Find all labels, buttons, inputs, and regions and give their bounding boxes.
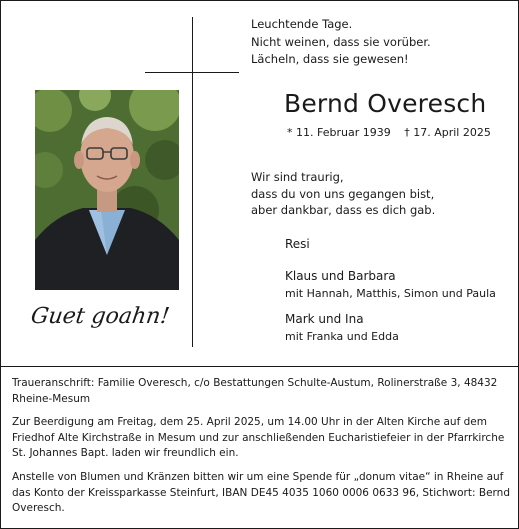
family-name: Klaus und Barbara bbox=[285, 269, 396, 283]
birth-date: * 11. Februar 1939 bbox=[287, 126, 391, 139]
message-line: Wir sind traurig, bbox=[251, 170, 344, 184]
poem-line: Nicht weinen, dass sie vorüber. bbox=[251, 34, 431, 49]
cross-horizontal-line bbox=[145, 72, 239, 73]
family-name: Resi bbox=[285, 237, 310, 251]
handwritten-farewell: Guet goahn! bbox=[29, 304, 171, 329]
deceased-name: Bernd Overesch bbox=[284, 89, 487, 118]
poem bbox=[251, 16, 431, 69]
message-line: dass du von uns gegangen bist, bbox=[251, 186, 435, 201]
family-list bbox=[285, 237, 496, 343]
condolence-message bbox=[251, 169, 435, 219]
family-children: mit Franka und Edda bbox=[285, 330, 399, 343]
portrait-photo bbox=[35, 90, 179, 290]
family-children: mit Hannah, Matthis, Simon und Paula bbox=[285, 287, 496, 300]
funeral-info: Zur Beerdigung am Freitag, dem 25. April 2025, um 14.00 Uhr in der Alten Kirche auf dem Friedhof Alte Kirchstraße in Mesum und zur anschließenden Eucharistiefeier in der Pfarrkirche St. Johannes Bapt. laden wir freundlich ein. bbox=[12, 416, 505, 460]
life-dates bbox=[287, 126, 501, 139]
family-group bbox=[285, 237, 496, 251]
donation-info: Anstelle von Blumen und Kränzen bitten wir um eine Spende für „donum vitae“ in Rheine auf das Konto der Kreissparkasse Steinfurt, IBAN DE45 4035 1060 0006 0633 96, Stichwort: Bernd Overesch. bbox=[12, 470, 510, 515]
footer-notes bbox=[12, 376, 510, 525]
cross-vertical-line bbox=[192, 17, 193, 347]
family-group bbox=[285, 269, 496, 300]
death-date: † 17. April 2025 bbox=[404, 126, 491, 139]
family-group bbox=[285, 312, 496, 343]
section-divider bbox=[1, 366, 518, 367]
poem-line: Leuchtende Tage. bbox=[251, 17, 353, 31]
family-name: Mark und Ina bbox=[285, 312, 364, 326]
mourning-address: Traueranschrift: Familie Overesch, c/o Bestattungen Schulte-Austum, Rolinerstraße 3, 48432 Rheine-Mesum bbox=[12, 377, 498, 405]
poem-line: Lächeln, dass sie gewesen! bbox=[251, 52, 409, 66]
message-line: aber dankbar, dass es dich gab. bbox=[251, 203, 436, 217]
